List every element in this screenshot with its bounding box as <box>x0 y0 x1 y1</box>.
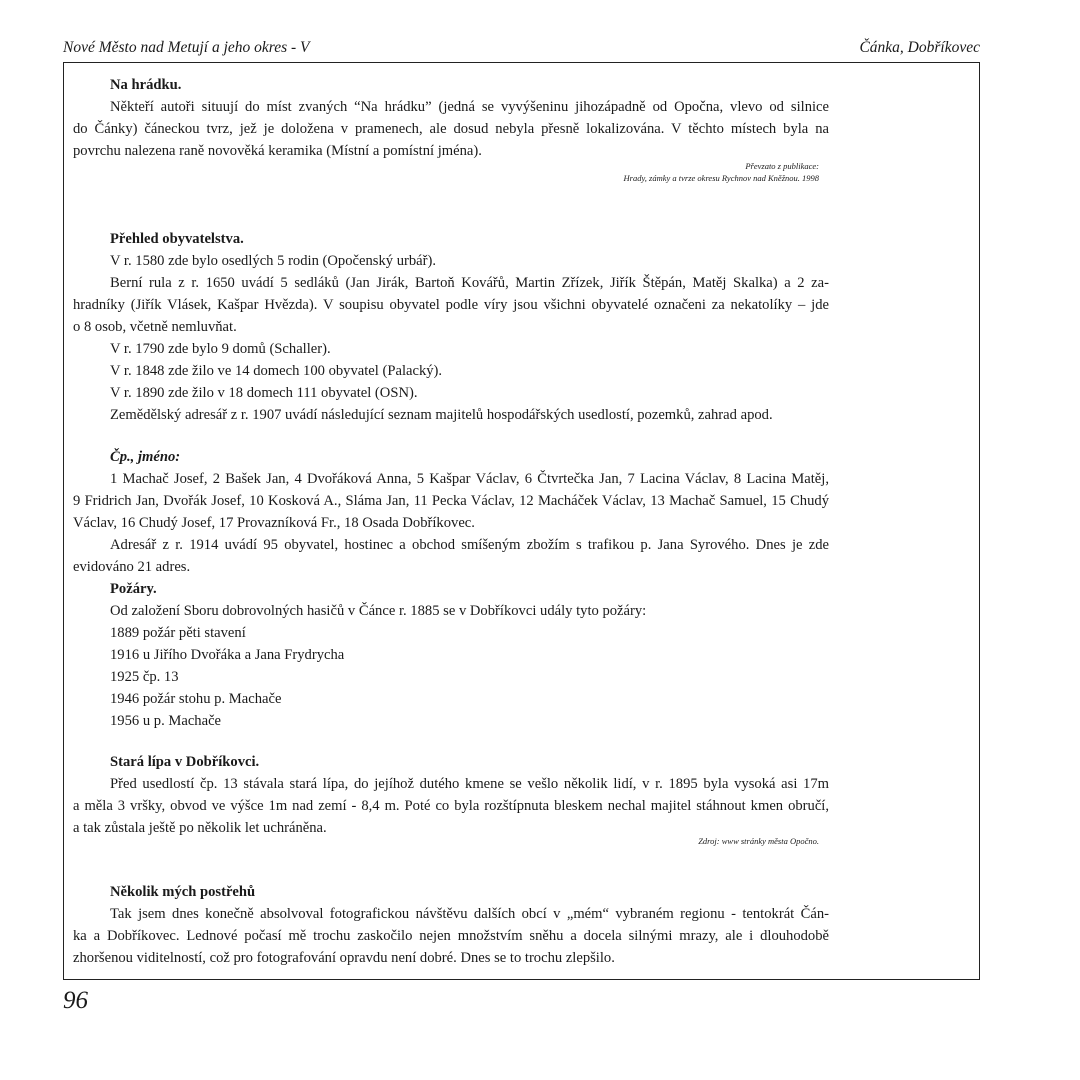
fire-list-item: 1956 u p. Machače <box>110 713 222 729</box>
source-note: Zdroj: www stránky města Opočno. <box>698 836 819 846</box>
paragraph-line: V r. 1790 zde bylo 9 domů (Schaller). <box>110 341 331 357</box>
paragraph-line: evidováno 21 adres. <box>73 559 191 575</box>
paragraph-line: Adresář z r. 1914 uvádí 95 obyvatel, hostinec a obchod smíšeným zbožím s trafikou p. Jana Syrového. Dnes je zde <box>110 537 829 553</box>
paragraph-line: Před usedlostí čp. 13 stávala stará lípa, do jejíhož dutého kmene se vešlo několik lidí, v r. 1895 byla vysoká asi 17m <box>110 776 829 792</box>
section-heading-stara-lipa: Stará lípa v Dobříkovci. <box>110 754 260 770</box>
paragraph-line: V r. 1848 zde žilo ve 14 domech 100 obyvatel (Palacký). <box>110 363 443 379</box>
paragraph-line: a měla 3 vršky, obvod ve výšce 1m nad zemí - 8,4 m. Poté co byla rozštípnuta bleskem nechal majitel stáhnout kmen obručí, <box>73 798 829 814</box>
section-heading-postrehy: Několik mých postřehů <box>110 884 256 900</box>
paragraph-line: hradníky (Jiřík Vlásek, Kašpar Hvězda). V soupisu obyvatel podle víry jsou všichni obyvatelé označeni za nekatolíky – jde <box>73 297 829 313</box>
fire-list-item: 1925 čp. 13 <box>110 669 179 685</box>
paragraph-line: V r. 1890 zde žilo v 18 domech 111 obyvatel (OSN). <box>110 385 418 401</box>
paragraph-line: a tak zůstala ještě po několik let uchráněna. <box>73 820 327 836</box>
paragraph-line: Od založení Sboru dobrovolných hasičů v Čánce r. 1885 se v Dobříkovci udály tyto požáry: <box>110 603 647 619</box>
fire-list-item: 1946 požár stohu p. Machače <box>110 691 282 707</box>
section-heading-na-hradku: Na hrádku. <box>110 77 182 93</box>
source-note-label: Převzato z publikace: <box>745 161 819 171</box>
section-heading-cp-jmeno: Čp., jméno: <box>110 449 181 465</box>
running-header-chapter: Čánka, Dobříkovec <box>859 39 980 56</box>
source-note-citation: Hrady, zámky a tvrze okresu Rychnov nad Kněžnou. 1998 <box>623 173 819 183</box>
content-frame <box>63 62 980 980</box>
paragraph-line: V r. 1580 zde bylo osedlých 5 rodin (Opočenský urbář). <box>110 253 436 269</box>
page-number: 96 <box>63 987 88 1014</box>
paragraph-line: do Čánky) čáneckou tvrz, jež je doložena v pramenech, ale dosud nebyla přesně lokalizována. V těchto místech byla na <box>73 121 829 137</box>
paragraph-line: Zemědělský adresář z r. 1907 uvádí následující seznam majitelů hospodářských usedlostí, pozemků, zahrad apod. <box>110 407 773 423</box>
paragraph-line: zhoršenou viditelností, což pro fotografování opravdu není dobré. Dnes se to trochu zlepšilo. <box>73 950 615 966</box>
paragraph-line: Tak jsem dnes konečně absolvoval fotografickou návštěvu dalších obcí v „mém“ vybraném regionu - tentokrát Čán- <box>110 906 829 922</box>
paragraph-line: 1 Machač Josef, 2 Bašek Jan, 4 Dvořáková Anna, 5 Kašpar Václav, 6 Čtvrtečka Jan, 7 Lacina Václav, 8 Lacina Matěj, <box>110 471 829 487</box>
paragraph-line: ka a Dobříkovec. Lednové počasí mě trochu zaskočilo nejen množstvím sněhu a docela silnými mrazy, ale i dlouhodobě <box>73 928 829 944</box>
paragraph-line: o 8 osob, včetně nemluvňat. <box>73 319 237 335</box>
paragraph-line: povrchu nalezena raně novověká keramika (Místní a pomístní jména). <box>73 143 482 159</box>
running-header-title: Nové Město nad Metují a jeho okres - V <box>63 39 310 56</box>
fire-list-item: 1916 u Jiřího Dvořáka a Jana Frydrycha <box>110 647 345 663</box>
paragraph-line: Václav, 16 Chudý Josef, 17 Provazníková Fr., 18 Osada Dobříkovec. <box>73 515 475 531</box>
section-heading-pozary: Požáry. <box>110 581 157 597</box>
section-heading-prehled-obyvatelstva: Přehled obyvatelstva. <box>110 231 244 247</box>
fire-list-item: 1889 požár pěti stavení <box>110 625 246 641</box>
paragraph-line: Berní rula z r. 1650 uvádí 5 sedláků (Jan Jirák, Bartoň Kovářů, Martin Zřízek, Jiřík Štěpán, Matěj Skalka) a 2 za- <box>110 275 829 291</box>
paragraph-line: Někteří autoři situují do míst zvaných “Na hrádku” (jedná se vyvýšeninu jihozápadně od Opočna, vlevo od silnice <box>110 99 829 115</box>
paragraph-line: 9 Fridrich Jan, Dvořák Josef, 10 Kosková A., Sláma Jan, 11 Pecka Václav, 12 Macháček Václav, 13 Machač Samuel, 15 Chudý <box>73 493 829 509</box>
